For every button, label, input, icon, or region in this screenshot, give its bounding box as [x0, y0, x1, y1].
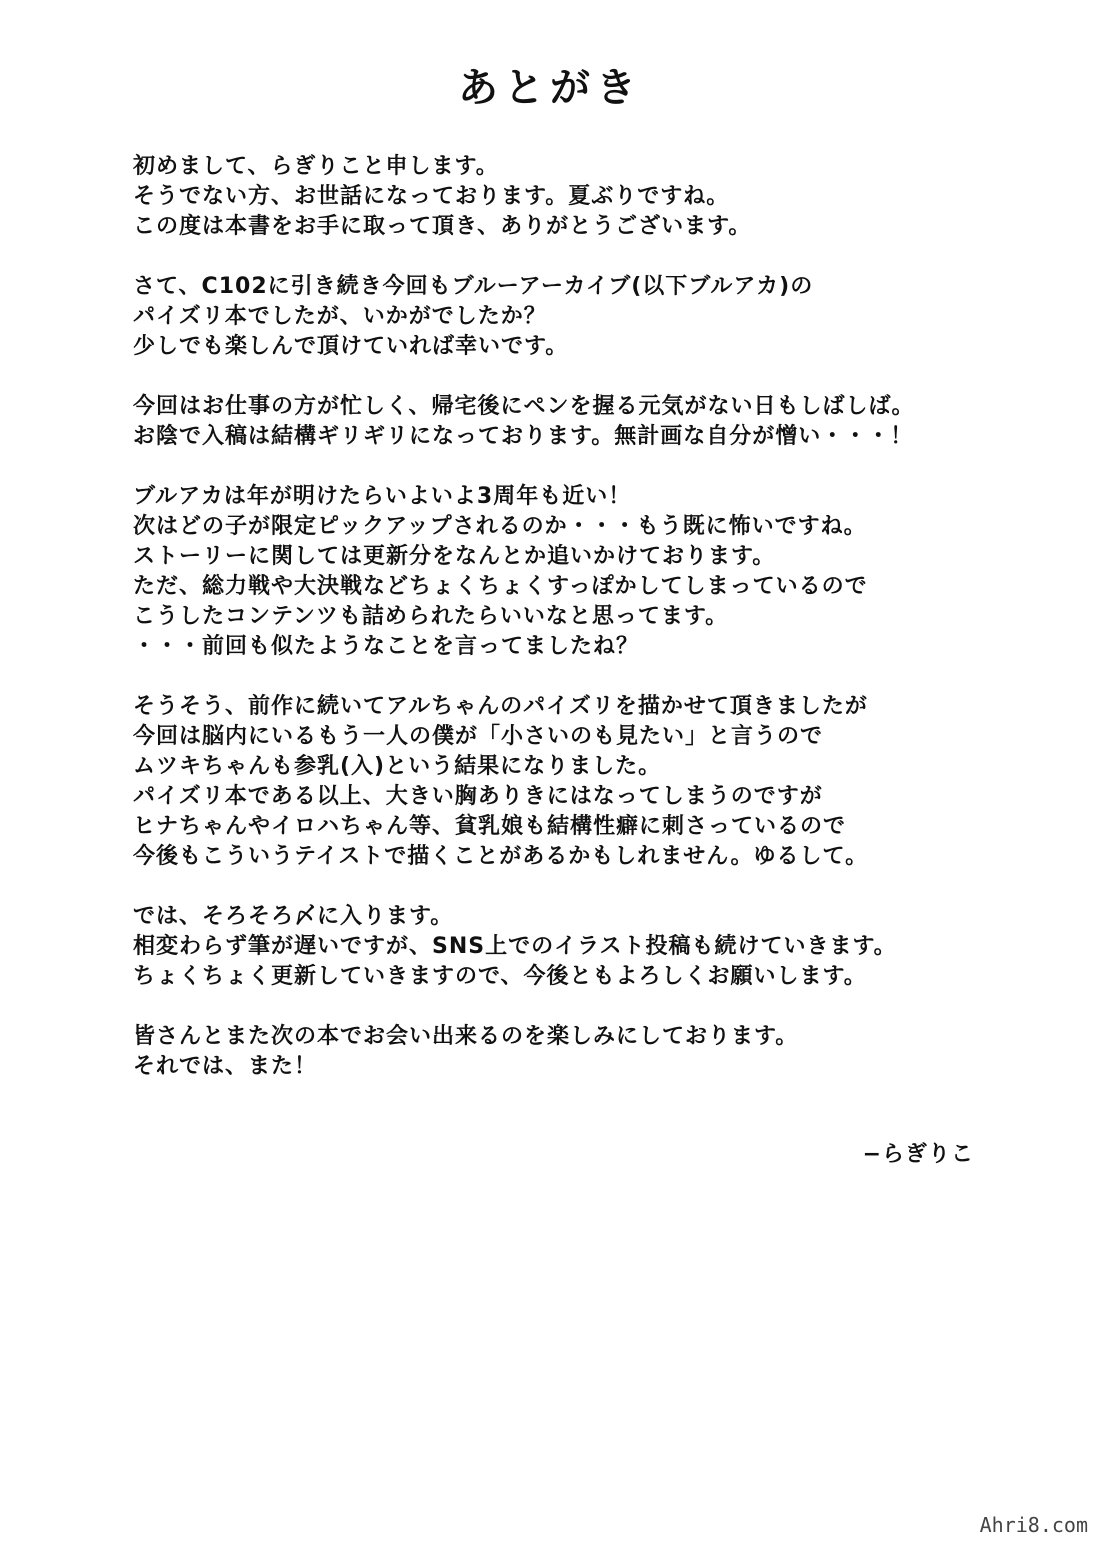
text-line: パイズリ本でしたが、いかがでしたか？ — [133, 304, 547, 329]
author-signature: −らぎりこ — [862, 1142, 974, 1167]
paragraph-6 — [133, 902, 993, 992]
text-line: 少しでも楽しんで頂けていれば幸いです。 — [133, 334, 569, 359]
afterword-body — [133, 152, 993, 1112]
text-line: そうでない方、お世話になっております。夏ぶりですね。 — [133, 184, 730, 209]
text-line: さて、C102に引き続き今回もブルーアーカイブ(以下ブルアカ)の — [133, 274, 814, 299]
text-line: ムツキちゃんも参乳(入)という結果になりました。 — [133, 754, 662, 779]
text-line: ブルアカは年が明けたらいよいよ3周年も近い！ — [133, 484, 632, 509]
paragraph-4 — [133, 482, 993, 662]
text-line: 今回は脳内にいるもう一人の僕が「小さいのも見たい」と言うので — [133, 724, 824, 749]
text-line: この度は本書をお手に取って頂き、ありがとうございます。 — [133, 214, 752, 239]
text-line: 今回はお仕事の方が忙しく、帰宅後にペンを握る元気がない日もしばしば。 — [133, 394, 915, 419]
text-line: 今後もこういうテイストで描くことがあるかもしれません。ゆるして。 — [133, 844, 869, 869]
text-line: 相変わらず筆が遅いですが、SNS上でのイラスト投稿も続けていきます。 — [133, 934, 897, 959]
text-line: 初めまして、らぎりこと申します。 — [133, 154, 499, 179]
text-line: ・・・前回も似たようなことを言ってましたね？ — [133, 634, 640, 659]
paragraph-7 — [133, 1022, 993, 1082]
text-line: ただ、総力戦や大決戦などちょくちょくすっぽかしてしまっているので — [133, 574, 868, 599]
text-line: ストーリーに関しては更新分をなんとか追いかけております。 — [133, 544, 776, 569]
text-line: お陰で入稿は結構ギリギリになっております。無計画な自分が憎い・・・！ — [133, 424, 914, 449]
watermark: Ahri8.com — [979, 1513, 1088, 1537]
text-line: それでは、また！ — [133, 1054, 318, 1079]
paragraph-1 — [133, 152, 993, 242]
paragraph-5 — [133, 692, 993, 872]
text-line: こうしたコンテンツも詰められたらいいなと思ってます。 — [133, 604, 729, 629]
paragraph-2 — [133, 272, 993, 362]
text-line: そうそう、前作に続いてアルちゃんのパイズリを描かせて頂きましたが — [133, 694, 868, 719]
paragraph-3 — [133, 392, 993, 452]
text-line: ちょくちょく更新していきますので、今後ともよろしくお願いします。 — [133, 964, 867, 989]
text-line: ヒナちゃんやイロハちゃん等、貧乳娘も結構性癖に刺さっているので — [133, 814, 847, 839]
text-line: 次はどの子が限定ピックアップされるのか・・・もう既に怖いですね。 — [133, 514, 867, 539]
text-line: では、そろそろ〆に入ります。 — [133, 904, 454, 929]
text-line: パイズリ本である以上、大きい胸ありきにはなってしまうのですが — [133, 784, 823, 809]
text-line: 皆さんとまた次の本でお会い出来るのを楽しみにしております。 — [133, 1024, 799, 1049]
page-title: あとがき — [458, 65, 642, 111]
